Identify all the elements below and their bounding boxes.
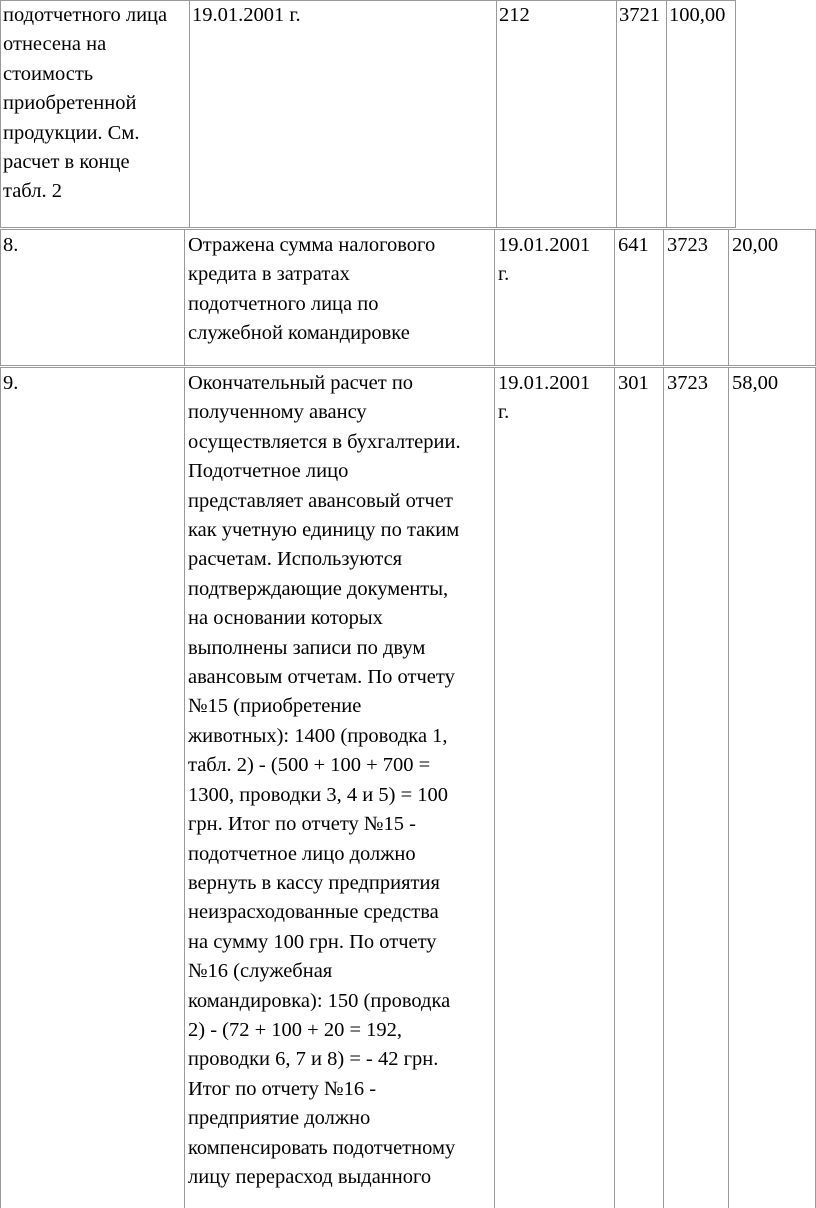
row1-debit-account: 212 — [499, 4, 530, 26]
row9-credit-account: 3723 — [667, 372, 708, 394]
row9-divider-3 — [614, 367, 615, 1208]
description-line: проводки 6, 7 и 8) = - 42 грн. — [188, 1048, 439, 1071]
description-line: выполнены записи по двум — [188, 636, 426, 659]
row1-description — [3, 1, 167, 207]
row8-left-border — [0, 229, 1, 366]
description-line: предприятие должно — [188, 1107, 371, 1130]
description-line: табл. 2) - (500 + 100 + 700 = — [188, 754, 431, 777]
description-line: животных): 1400 (проводка 1, — [188, 724, 448, 747]
description-line: осуществляется в бухгалтерии. — [188, 430, 461, 453]
description-line: вернуть в кассу предприятия — [188, 871, 440, 894]
description-line: представляет авансовый отчет — [188, 489, 453, 512]
date-line: 19.01.2001 — [498, 372, 591, 394]
description-line: продукции. См. — [3, 121, 140, 144]
description-line: кредита в затратах — [188, 263, 350, 286]
row9-amount: 58,00 — [732, 372, 779, 394]
description-line: неизрасходованные средства — [188, 901, 439, 924]
description-line: Отражена сумма налогового — [188, 234, 436, 256]
description-line: Подотчетное лицо — [188, 460, 349, 483]
description-line: отнесена на — [3, 33, 107, 56]
description-line: табл. 2 — [3, 180, 62, 203]
row8-number: 8. — [3, 234, 19, 256]
row9-debit-account: 301 — [618, 372, 649, 394]
description-line: на основании которых — [188, 607, 383, 630]
description-line: подотчетного лица — [3, 4, 168, 26]
row8-description — [188, 231, 435, 349]
row8-credit-account: 3723 — [667, 234, 708, 256]
row8-top-border — [0, 229, 816, 230]
row8-divider-5 — [728, 229, 729, 366]
row9-top-border — [0, 367, 816, 368]
row9-left-border — [0, 367, 1, 1208]
description-line: №15 (приобретение — [188, 695, 362, 718]
row9-divider-5 — [728, 367, 729, 1208]
description-line: на сумму 100 грн. По отчету — [188, 930, 437, 953]
row9-description — [188, 369, 461, 1192]
row9-divider-4 — [663, 367, 664, 1208]
description-line: лицу перерасход выданного — [188, 1165, 432, 1188]
row9-number: 9. — [3, 372, 19, 394]
description-line: приобретенной — [3, 92, 137, 115]
row8-date — [498, 231, 590, 290]
row1-divider-4 — [666, 0, 667, 228]
row1-divider-1 — [189, 0, 190, 228]
row8-divider-1 — [184, 229, 185, 366]
description-line: подтверждающие документы, — [188, 577, 449, 600]
row1-date: 19.01.2001 г. — [192, 4, 301, 26]
row9-divider-2 — [494, 367, 495, 1208]
description-line: №16 (служебная — [188, 960, 333, 983]
row8-amount: 20,00 — [732, 234, 779, 256]
description-line: служебной командировке — [188, 322, 410, 345]
description-line: компенсировать подотчетному — [188, 1136, 456, 1159]
description-line: 1300, проводки 3, 4 и 5) = 100 — [188, 783, 449, 806]
row1-credit-account: 3721 — [619, 4, 660, 26]
row1-bottom-border — [0, 227, 736, 228]
row8-divider-2 — [494, 229, 495, 366]
row1-divider-2 — [496, 0, 497, 228]
row8-divider-3 — [614, 229, 615, 366]
description-line: Окончательный расчет по — [188, 372, 414, 394]
description-line: расчетам. Используются — [188, 548, 403, 571]
row1-divider-3 — [616, 0, 617, 228]
date-line: г. — [498, 401, 510, 424]
row9-divider-1 — [184, 367, 185, 1208]
row9-date — [498, 369, 590, 428]
description-line: подотчетного лица по — [188, 292, 379, 315]
row8-divider-4 — [663, 229, 664, 366]
row8-debit-account: 641 — [618, 234, 649, 256]
description-line: 2) - (72 + 100 + 20 = 192, — [188, 1018, 403, 1041]
row1-left-border — [0, 0, 1, 228]
description-line: командировка): 150 (проводка — [188, 989, 451, 1012]
description-line: авансовым отчетам. По отчету — [188, 666, 455, 689]
row1-amount: 100,00 — [669, 4, 726, 26]
description-line: грн. Итог по отчету №15 - — [188, 813, 416, 836]
row1-divider-5 — [735, 0, 736, 228]
description-line: полученному авансу — [188, 401, 367, 424]
description-line: подотчетное лицо должно — [188, 842, 416, 865]
description-line: как учетную единицу по таким — [188, 519, 460, 542]
row8-bottom-border — [0, 365, 816, 366]
date-line: г. — [498, 263, 510, 286]
description-line: Итог по отчету №16 - — [188, 1077, 377, 1100]
description-line: расчет в конце — [3, 151, 130, 174]
description-line: стоимость — [3, 62, 94, 85]
date-line: 19.01.2001 — [498, 234, 591, 256]
